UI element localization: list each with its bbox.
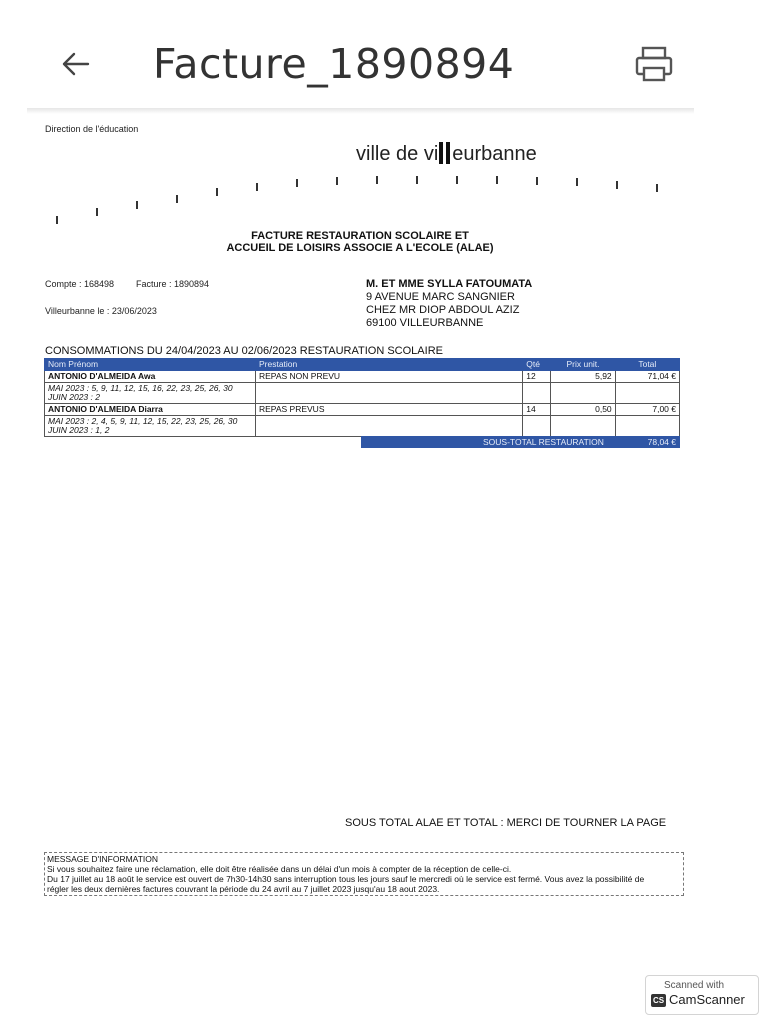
cell-total: 71,04 € (615, 371, 679, 383)
app-bar (0, 0, 768, 108)
col-header: Total (615, 359, 679, 371)
message-title: MESSAGE D'INFORMATION (47, 854, 159, 864)
cell-qte: 14 (523, 404, 551, 416)
message-line: régler les deux dernières factures couvrant la période du 24 avril au 7 juillet 2023 jusqu'au 18 aout 2023. (47, 884, 440, 894)
table-header-row (45, 359, 680, 371)
invoice-number: Facture : 1890894 (136, 279, 210, 289)
address-line: CHEZ MR DIOP ABDOUL AZIZ (366, 304, 520, 316)
dates-line: MAI 2023 : 2, 4, 5, 9, 11, 12, 15, 22, 23, 25, 26, 30 (48, 416, 238, 426)
logo-text-end: eurbanne (452, 143, 537, 165)
invoice-heading-line1: FACTURE RESTAURATION SCOLAIRE ET (251, 230, 469, 242)
cell-name: ANTONIO D'ALMEIDA Diarra (45, 404, 256, 416)
cell-prix: 0,50 (551, 404, 615, 416)
dates-line: JUIN 2023 : 1, 2 (48, 425, 110, 435)
camscanner-watermark (645, 975, 759, 1015)
document-title: Facture_1890894 (153, 40, 515, 88)
city-logo (356, 142, 537, 166)
logo-text-start: ville de vi (356, 143, 439, 165)
table-row (45, 404, 680, 416)
cell-name: ANTONIO D'ALMEIDA Awa (45, 371, 256, 383)
cell-total: 7,00 € (615, 404, 679, 416)
table-row-dates (45, 416, 680, 437)
back-arrow-icon[interactable] (58, 46, 94, 82)
message-line: Si vous souhaitez faire une réclamation, elle doit être réalisée dans un délai d'un mois à compter de la réception de celle-ci. (47, 864, 512, 874)
direction-label: Direction de l'éducation (45, 124, 139, 134)
subtotal-bar (361, 436, 680, 448)
watermark-brand: CamScanner (669, 992, 745, 1007)
cell-dates (45, 383, 256, 404)
subtotal-value: 78,04 € (647, 437, 676, 447)
invoice-date: Villeurbanne le : 23/06/2023 (45, 306, 157, 316)
invoice-heading (160, 230, 560, 254)
cell-prestation: REPAS PREVUS (255, 404, 522, 416)
turn-page-note: SOUS TOTAL ALAE ET TOTAL : MERCI DE TOURNER LA PAGE (345, 817, 667, 829)
col-header: Qté (523, 359, 551, 371)
col-header: Prestation (255, 359, 522, 371)
cell-prestation: REPAS NON PREVU (255, 371, 522, 383)
camscanner-logo-icon: CS (652, 996, 665, 1005)
address-line: 9 AVENUE MARC SANGNIER (366, 291, 515, 303)
account-number: Compte : 168498 (45, 279, 115, 289)
cell-qte: 12 (523, 371, 551, 383)
consumption-period: CONSOMMATIONS DU 24/04/2023 AU 02/06/2023 RESTAURATION SCOLAIRE (45, 345, 443, 357)
subtotal-label: SOUS-TOTAL RESTAURATION (483, 437, 604, 447)
logo-bars-icon (439, 142, 451, 164)
col-header: Prix unit. (551, 359, 615, 371)
address-line: M. ET MME SYLLA FATOUMATA (366, 278, 533, 290)
col-header: Nom Prénom (45, 359, 256, 371)
message-line: Du 17 juillet au 18 août le service est ouvert de 7h30-14h30 sans interruption tous les jours sauf le mercredi où le service est fermé. Vous avez la possibilité de (47, 874, 645, 884)
dates-line: MAI 2023 : 5, 9, 11, 12, 15, 16, 22, 23, 25, 26, 30 (48, 383, 233, 393)
printer-icon[interactable] (632, 42, 676, 86)
watermark-text: Scanned with (664, 980, 725, 991)
address-line: 69100 VILLEURBANNE (366, 317, 484, 329)
invoice-table (44, 358, 680, 437)
cell-prix: 5,92 (551, 371, 615, 383)
dates-line: JUIN 2023 : 2 (48, 392, 100, 402)
recipient-address (366, 278, 532, 330)
information-message (44, 852, 684, 896)
divider (27, 108, 694, 114)
invoice-heading-line2: ACCUEIL DE LOISIRS ASSOCIE A L'ECOLE (ALAE) (226, 242, 494, 254)
cell-dates (45, 416, 256, 437)
table-row (45, 371, 680, 383)
table-row-dates (45, 383, 680, 404)
